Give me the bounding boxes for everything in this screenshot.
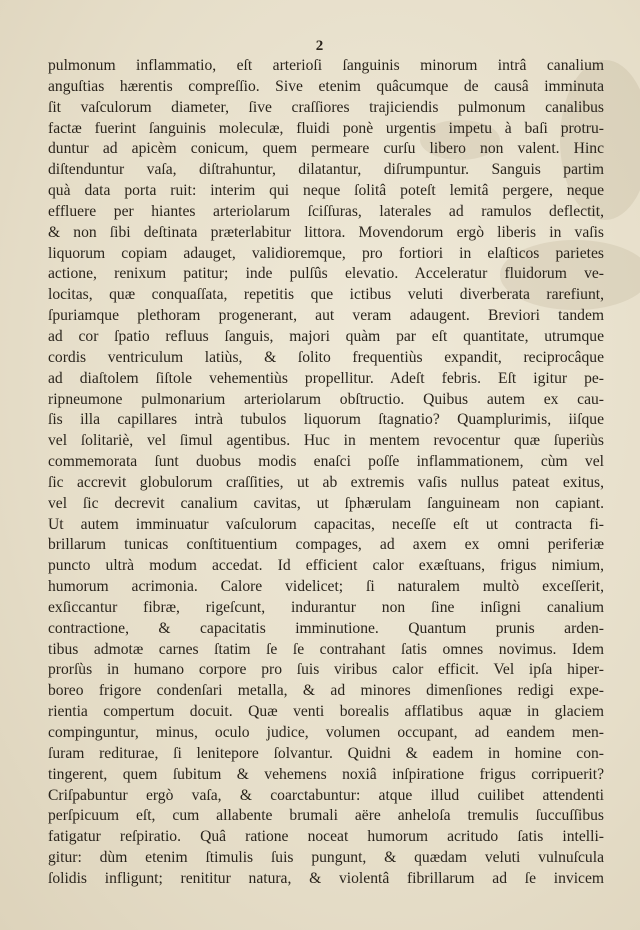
- text-line: commemorata ſunt duobus modis enaſci poſſe inflammationem, cùm vel: [48, 453, 604, 471]
- text-line: pulmonum inflammatio, eſt arterioſi ſanguinis minorum intrâ canalium: [48, 57, 604, 74]
- text-line: ad diaſtolem ſiſtole vehementiùs propellitur. Adeſt febris. Eſt igitur pe-: [48, 369, 604, 387]
- text-line: anguſtias hærentis compreſſio. Sive etenim quâcumque de causâ imminuta: [48, 77, 604, 95]
- text-line: ſolidis infligunt; renititur natura, & violentâ fibrillarum ad ſe invicem: [48, 869, 604, 887]
- text-line: ripneumone pulmonarium arteriolarum obſtructio. Quibus autem ex cau-: [48, 390, 604, 408]
- text-line: ſis illa capillares intrà tubulos liquorum ſtagnatio? Quamplurimis, iiſque: [48, 411, 604, 429]
- text-line: fatigatur reſpiratio. Quâ ratione noceat humorum acritudo ſatis intelli-: [48, 828, 604, 846]
- text-line: quà data porta ruit: interim qui neque ſolitâ poteſt lemitâ pergere, neque: [48, 182, 604, 200]
- text-line: compinguntur, minus, oculo judice, volumen occupant, ad eandem men-: [48, 724, 604, 741]
- text-line: prorſùs in humano corpore pro ſuis viribus calor efficit. Vel ipſa hiper-: [48, 661, 604, 679]
- text-line: locitas, quæ conquaſſata, repetitis que ictibus veluti diverberata rarefiunt,: [48, 286, 604, 304]
- text-line: tibus admotæ carnes ſtatim ſe ſe contrahant ſatis omnes novimus. Idem: [48, 640, 604, 658]
- text-line: duntur ad apicèm conicum, quem permeare curſu libero non valent. Hinc: [48, 140, 604, 158]
- body-text: [48, 56, 604, 890]
- text-line: & non ſibi deſtinata præterlabitur littora. Movendorum ergò liberis in vaſis: [48, 223, 604, 241]
- text-line: liquorum copiam adauget, validioremque, pro fortiori in elaſticos parietes: [48, 244, 604, 262]
- text-line: contractione, & capacitatis imminutione. Quantum prunis arden-: [48, 619, 604, 637]
- text-line: factæ fuerint ſanguinis moleculæ, fluidi ponè urgentis impetu à baſi protru-: [48, 119, 604, 137]
- text-line: ad cor ſpatio refluus ſanguis, majori quàm par eſt quantitate, utrumque: [48, 327, 604, 345]
- text-line: boreo frigore condenſari metalla, & ad minores dimenſiones redigi expe-: [48, 682, 604, 700]
- text-line: ſpuriamque plethoram progenerant, aut veram adaugent. Breviori tandem: [48, 307, 604, 325]
- text-line: ſit vaſculorum diameter, ſive craſſiores trajiciendis pulmonum canalibus: [48, 98, 604, 116]
- text-line: exſiccantur fibræ, rigeſcunt, indurantur non ſine inſigni canalium: [48, 598, 604, 616]
- text-line: brillarum tunicas conſtituentium compages, ad axem ex omni periferiæ: [48, 536, 604, 554]
- page-number: 2: [315, 38, 325, 54]
- text-line: humorum acrimonia. Calore videlicet; ſi naturalem multò exceſſerit,: [48, 578, 604, 596]
- text-line: gitur: dùm etenim ſtimulis ſuis pungunt, & quædam veluti vulnuſcula: [48, 849, 604, 867]
- text-line: perſpicuum eſt, cum allabente brumali aëre anheloſa tremulis ſuccuſſibus: [48, 807, 604, 825]
- text-line: rientia compertum docuit. Quæ venti borealis afflatibus aquæ in glaciem: [48, 703, 604, 721]
- text-line: puncto ultrà modum accedat. Id efficient calor exæſtuans, frigus nimium,: [48, 557, 604, 575]
- text-line: diſtenduntur vaſa, diſtrahuntur, dilatantur, diſrumpuntur. Sanguis partim: [48, 161, 604, 179]
- text-line: vel ſolitariè, vel ſimul agentibus. Huc in mentem revocentur quæ ſuperiùs: [48, 432, 604, 450]
- text-line: actione, renixum patitur; inde pulſûs elevatio. Acceleratur fluidorum ve-: [48, 265, 604, 283]
- text-line: Ut autem imminuatur vaſculorum capacitas, neceſſe eſt ut contracta fi-: [48, 515, 604, 533]
- text-line: tingerent, quem ſubitum & vehemens noxiâ inſpiratione frigus corripuerit?: [48, 765, 604, 783]
- text-line: effluere per hiantes arteriolarum ſciſſuras, laterales ad ramulos deflectit,: [48, 202, 604, 220]
- text-line: ſic accrevit globulorum craſſities, ut ab extremis vaſis nullus pateat exitus,: [48, 473, 604, 491]
- text-line: Criſpabuntur ergò vaſa, & coarctabuntur: atque illud cuilibet attendenti: [48, 786, 604, 804]
- text-line: cordis ventriculum latiùs, & ſolito frequentiùs expandit, reciprocâque: [48, 348, 604, 366]
- text-line: ſuram rediturae, ſi lenitepore ſolvantur. Quidni & eadem in homine con-: [48, 744, 604, 762]
- text-line: vel ſic decrevit canalium cavitas, ut ſphærulam ſanguineam non capiant.: [48, 494, 604, 512]
